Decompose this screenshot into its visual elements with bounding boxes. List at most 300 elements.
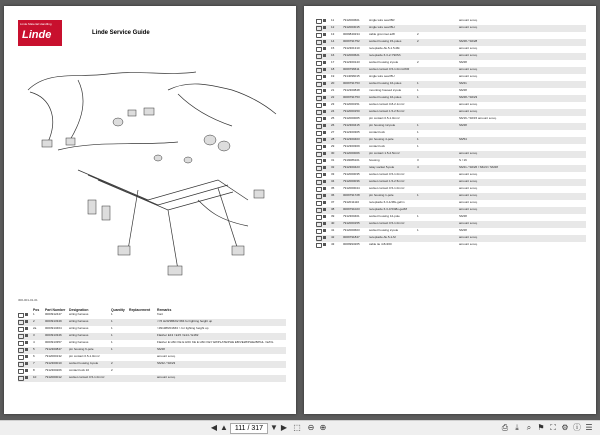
cart-cell[interactable] (18, 375, 25, 382)
part-info-icon[interactable] (25, 369, 28, 372)
info-cell[interactable] (323, 60, 330, 67)
cell-designation: single wire seal BU (369, 74, 395, 78)
cell-remarks (458, 130, 586, 137)
part-info-icon[interactable] (323, 26, 326, 29)
cart-cell[interactable] (316, 18, 323, 25)
cell-pos: 26 (330, 123, 342, 130)
cell-part-number: 7912000006 (342, 151, 368, 158)
add-to-cart-icon[interactable] (316, 33, 322, 38)
cell-replacement (430, 158, 458, 165)
table-row (316, 18, 586, 25)
cell-designation: wiring harness (69, 340, 89, 344)
add-to-cart-icon[interactable] (316, 61, 322, 66)
table-row (18, 375, 286, 382)
cart-cell[interactable] (316, 67, 323, 74)
info-cell[interactable] (323, 81, 330, 88)
cell-pos: 2 (32, 319, 44, 326)
info-cell[interactable] (323, 242, 330, 249)
cart-cell[interactable] (316, 39, 323, 46)
cart-cell[interactable] (316, 102, 323, 109)
part-info-icon[interactable] (323, 89, 326, 92)
part-info-icon[interactable] (323, 40, 326, 43)
part-info-icon[interactable] (323, 222, 326, 225)
cart-cell[interactable] (316, 235, 323, 242)
add-to-cart-icon[interactable] (316, 131, 322, 136)
add-to-cart-icon[interactable] (18, 376, 24, 381)
info-cell[interactable] (25, 312, 32, 319)
cell-replacement (128, 326, 156, 333)
table-row (316, 235, 586, 242)
add-to-cart-icon[interactable] (316, 117, 322, 122)
cell-pos: 16 (330, 53, 342, 60)
cart-cell[interactable] (316, 60, 323, 67)
add-to-cart-icon[interactable] (316, 110, 322, 115)
add-to-cart-icon[interactable] (18, 334, 24, 339)
cart-cell[interactable] (18, 361, 25, 368)
info-cell[interactable] (25, 319, 32, 326)
cart-cell[interactable] (316, 81, 323, 88)
settings-icon[interactable]: ⚙ (561, 423, 569, 432)
zoom-out-icon[interactable]: ⊖ (307, 423, 315, 432)
add-to-cart-icon[interactable] (316, 26, 322, 31)
cell-pos: 8 (33, 368, 35, 372)
part-info-icon[interactable] (323, 243, 326, 246)
add-to-cart-icon[interactable] (18, 320, 24, 325)
add-to-cart-icon[interactable] (316, 103, 322, 108)
info-cell[interactable] (323, 95, 330, 102)
add-to-cart-icon[interactable] (316, 194, 322, 199)
cell-part-number: 7912000621 (342, 53, 368, 60)
part-info-icon[interactable] (323, 166, 326, 169)
info-cell[interactable] (323, 228, 330, 235)
table-row (316, 214, 586, 221)
cell-part-number: 7912300143 (343, 60, 360, 64)
part-info-icon[interactable] (323, 180, 326, 183)
info-cell[interactable] (323, 74, 330, 81)
add-to-cart-icon[interactable] (18, 327, 24, 332)
cell-quantity (416, 151, 430, 158)
part-info-icon[interactable] (323, 131, 326, 134)
page-up-icon[interactable]: ▲ (220, 423, 228, 432)
cell-designation: pin contact 0.5-1.0mm² (69, 354, 100, 358)
info-cell[interactable] (323, 186, 330, 193)
cell-quantity (110, 375, 128, 382)
cell-remarks: S6/28 / S6/28 (458, 39, 586, 46)
cell-remarks: amount a.req. (458, 221, 586, 228)
cart-cell[interactable] (316, 25, 323, 32)
cell-part-number: 7912000005 (343, 116, 360, 120)
logo-tagline: Linde Material Handling (20, 22, 52, 26)
part-info-icon[interactable] (25, 348, 28, 351)
cell-remarks: amount a.req. (458, 151, 586, 158)
cell-pos: 2a (33, 326, 37, 330)
cell-part-number: 0009791752 (342, 39, 368, 46)
part-info-icon[interactable] (323, 68, 326, 71)
add-to-cart-icon[interactable] (316, 145, 322, 150)
add-to-cart-icon[interactable] (316, 89, 322, 94)
cell-replacement (430, 207, 458, 214)
add-to-cart-icon[interactable] (316, 152, 322, 157)
info-cell[interactable] (323, 235, 330, 242)
cell-remarks: amount a.req. (157, 354, 176, 358)
add-to-cart-icon[interactable] (316, 173, 322, 178)
cell-replacement (430, 130, 458, 137)
next-page-icon[interactable]: ▶ (280, 423, 288, 432)
part-info-icon[interactable] (323, 33, 326, 36)
cell-pos: 7 (32, 361, 44, 368)
part-info-icon[interactable] (323, 152, 326, 155)
info-cell[interactable] (323, 46, 330, 53)
info-cell[interactable] (323, 116, 330, 123)
add-to-cart-icon[interactable] (18, 369, 24, 374)
part-info-icon[interactable] (25, 320, 28, 323)
info-cell[interactable] (25, 326, 32, 333)
info-cell[interactable] (25, 340, 32, 347)
part-info-icon[interactable] (323, 215, 326, 218)
info-cell[interactable] (323, 39, 330, 46)
info-cell[interactable] (323, 200, 330, 207)
cell-pos: 35 (331, 186, 335, 190)
cell-replacement (430, 137, 458, 144)
cell-pos: 5 (32, 347, 44, 354)
part-info-icon[interactable] (323, 194, 326, 197)
info-cell[interactable] (323, 25, 330, 32)
cart-cell[interactable] (316, 53, 323, 60)
cart-cell[interactable] (316, 46, 323, 53)
info-cell[interactable] (25, 361, 32, 368)
part-info-icon[interactable] (25, 327, 28, 330)
cell-replacement (430, 74, 458, 81)
cart-cell[interactable] (316, 172, 323, 179)
cell-quantity (416, 207, 430, 214)
add-to-cart-icon[interactable] (316, 40, 322, 45)
cart-cell[interactable] (316, 116, 323, 123)
cell-quantity: 2 (110, 361, 128, 368)
add-to-cart-icon[interactable] (316, 215, 322, 220)
cell-designation: housing (369, 158, 380, 162)
info-cell[interactable] (25, 375, 32, 382)
page-left (4, 6, 296, 414)
cell-replacement (128, 347, 156, 354)
part-info-icon[interactable] (323, 19, 326, 22)
info-cell[interactable] (323, 109, 330, 116)
cell-replacement (128, 361, 156, 368)
cell-pos: 37 (331, 200, 335, 204)
cart-cell[interactable] (316, 214, 323, 221)
cart-cell[interactable] (18, 326, 25, 333)
cell-remarks: S6/28 (459, 228, 467, 232)
info-cell[interactable] (323, 221, 330, 228)
add-to-cart-icon[interactable] (316, 75, 322, 80)
part-info-icon[interactable] (25, 362, 28, 365)
part-info-icon[interactable] (323, 103, 326, 106)
cell-pos: 40 (330, 221, 342, 228)
part-info-icon[interactable] (323, 236, 326, 239)
cell-replacement (430, 221, 458, 228)
cell-replacement (430, 200, 458, 207)
cell-quantity: 1 (416, 193, 430, 200)
guide-title: Linde Service Guide (92, 30, 150, 36)
info-cell[interactable] (323, 158, 330, 165)
cart-cell[interactable] (316, 186, 323, 193)
cell-part-number: 7912003015 (342, 25, 368, 32)
cell-pos: 29 (331, 144, 335, 148)
cell-designation: socket housing 15-poles (368, 39, 416, 46)
cart-cell[interactable] (316, 221, 323, 228)
cell-designation: receptacle Ak.5-1.5-Mk (369, 46, 400, 50)
info-cell[interactable] (25, 347, 32, 354)
part-info-icon[interactable] (323, 47, 326, 50)
add-to-cart-icon[interactable] (18, 348, 24, 353)
cart-cell[interactable] (316, 88, 323, 95)
cart-cell[interactable] (18, 354, 25, 361)
cart-cell[interactable] (316, 200, 323, 207)
cell-pos: 11 (331, 18, 335, 22)
cell-quantity: 1 (417, 144, 419, 148)
cell-designation: socket housing 2-pole (369, 228, 399, 232)
part-info-icon[interactable] (323, 110, 326, 113)
cell-part-number: 0003913349 (44, 319, 68, 326)
cell-replacement (430, 109, 458, 116)
cart-cell[interactable] (316, 130, 323, 137)
cart-cell[interactable] (316, 137, 323, 144)
cart-cell[interactable] (316, 207, 323, 214)
prev-page-icon[interactable]: ◀ (210, 423, 218, 432)
info-cell[interactable] (323, 151, 330, 158)
add-to-cart-icon[interactable] (316, 222, 322, 227)
part-info-icon[interactable] (323, 117, 326, 120)
add-to-cart-icon[interactable] (316, 187, 322, 192)
download-icon[interactable]: ⤓ (515, 423, 519, 432)
cart-cell[interactable] (316, 151, 323, 158)
cart-cell[interactable] (316, 165, 323, 172)
cell-designation: wiring harness (69, 326, 89, 330)
info-cell[interactable] (323, 130, 330, 137)
cell-remarks: S6/16 / S6/15 amount a.req. (459, 116, 497, 120)
info-cell[interactable] (323, 214, 330, 221)
add-to-cart-icon[interactable] (316, 47, 322, 52)
cart-cell[interactable] (316, 193, 323, 200)
info-cell[interactable] (323, 67, 330, 74)
info-cell[interactable] (323, 137, 330, 144)
add-to-cart-icon[interactable] (18, 362, 24, 367)
add-to-cart-icon[interactable] (316, 243, 322, 248)
add-to-cart-icon[interactable] (316, 19, 322, 24)
add-to-cart-icon[interactable] (316, 159, 322, 164)
cart-cell[interactable] (18, 333, 25, 340)
cell-pos: 10 (32, 375, 44, 382)
cell-part-number: 0009791753 (342, 95, 368, 102)
info-cell[interactable] (25, 354, 32, 361)
cart-cell[interactable] (18, 319, 25, 326)
cart-cell[interactable] (18, 368, 25, 375)
part-info-icon[interactable] (25, 313, 28, 316)
part-info-icon[interactable] (323, 208, 326, 211)
info-cell[interactable] (323, 53, 330, 60)
add-to-cart-icon[interactable] (316, 208, 322, 213)
cell-part-number: 0009796611 (342, 67, 368, 74)
fit-page-icon[interactable]: ⬚ (293, 423, 301, 432)
cell-replacement (430, 228, 458, 235)
cell-part-number: 7912300309 (343, 144, 360, 148)
info-cell[interactable] (323, 165, 330, 172)
col-pos: Pos (33, 308, 40, 312)
info-cell[interactable] (323, 88, 330, 95)
add-to-cart-icon[interactable] (316, 82, 322, 87)
add-to-cart-icon[interactable] (18, 341, 24, 346)
cell-pos: 33 (331, 172, 335, 176)
add-to-cart-icon[interactable] (316, 236, 322, 241)
cart-cell[interactable] (18, 347, 25, 354)
part-info-icon[interactable] (323, 229, 326, 232)
part-info-icon[interactable] (25, 341, 28, 344)
table-row (316, 179, 586, 186)
part-info-icon[interactable] (323, 54, 326, 57)
info-cell[interactable] (323, 172, 330, 179)
part-info-icon[interactable] (323, 138, 326, 141)
cell-replacement (430, 32, 458, 39)
cart-cell[interactable] (316, 242, 323, 249)
table-row (316, 137, 586, 144)
cell-quantity (416, 172, 430, 179)
part-info-icon[interactable] (323, 82, 326, 85)
cell-replacement (430, 116, 458, 123)
info-cell[interactable] (25, 333, 32, 340)
cell-quantity: 2 (111, 368, 113, 372)
table-row (316, 67, 586, 74)
part-info-icon[interactable] (323, 124, 326, 127)
add-to-cart-icon[interactable] (316, 54, 322, 59)
info-cell[interactable] (323, 102, 330, 109)
cell-designation: wiring harness (68, 319, 110, 326)
info-cell[interactable] (323, 144, 330, 151)
info-cell[interactable] (323, 179, 330, 186)
part-info-icon[interactable] (323, 145, 326, 148)
info-cell[interactable] (323, 123, 330, 130)
cart-cell[interactable] (316, 158, 323, 165)
part-info-icon[interactable] (323, 201, 326, 204)
add-to-cart-icon[interactable] (316, 124, 322, 129)
info-cell[interactable] (25, 368, 32, 375)
table-row (18, 340, 286, 347)
add-to-cart-icon[interactable] (316, 138, 322, 143)
cart-cell[interactable] (316, 123, 323, 130)
cart-cell[interactable] (316, 144, 323, 151)
part-info-icon[interactable] (323, 159, 326, 162)
cell-part-number: 0003913357 (45, 340, 62, 344)
add-to-cart-icon[interactable] (316, 68, 322, 73)
cart-cell[interactable] (316, 95, 323, 102)
table-row (316, 207, 586, 214)
cell-quantity: 1 (416, 95, 430, 102)
part-info-icon[interactable] (25, 376, 28, 379)
cart-cell[interactable] (316, 228, 323, 235)
fullscreen-icon[interactable]: ⛶ (550, 423, 556, 432)
part-info-icon[interactable] (25, 355, 28, 358)
info-cell[interactable] (323, 207, 330, 214)
cell-part-number: 7912300848 (343, 88, 360, 92)
table-row (316, 95, 586, 102)
add-to-cart-icon[interactable] (316, 166, 322, 171)
cell-replacement (128, 354, 156, 361)
cell-designation: socket contact 0.5-1.0mm²/KR (368, 67, 416, 74)
cell-replacement (430, 186, 458, 193)
cell-replacement (430, 53, 458, 60)
cart-cell[interactable] (316, 109, 323, 116)
cell-designation: socket contact 0.8-2.1mm² (369, 102, 405, 106)
col-designation: Designation (69, 308, 89, 312)
bookmark-icon[interactable]: ⚑ (537, 423, 545, 432)
cart-cell[interactable] (316, 74, 323, 81)
cell-quantity: 1 (416, 81, 430, 88)
info-cell[interactable] (323, 193, 330, 200)
info-icon[interactable]: ⓘ (573, 423, 581, 432)
cell-replacement (128, 333, 156, 340)
cart-cell[interactable] (18, 312, 25, 319)
cell-designation: socket contact 1.5-2.5mm² (368, 179, 416, 186)
add-to-cart-icon[interactable] (18, 313, 24, 318)
add-to-cart-icon[interactable] (316, 96, 322, 101)
cell-replacement (128, 340, 156, 347)
print-icon[interactable]: ⎙ (501, 423, 509, 432)
cart-cell[interactable] (316, 32, 323, 39)
part-info-icon[interactable] (323, 187, 326, 190)
part-info-icon[interactable] (323, 173, 326, 176)
cell-pos: 22 (330, 95, 342, 102)
part-info-icon[interactable] (323, 96, 326, 99)
cell-designation: contact lock (369, 130, 385, 134)
page-down-icon[interactable]: ▼ (270, 423, 278, 432)
cell-designation: contact lock 10 (69, 368, 90, 372)
add-to-cart-icon[interactable] (316, 229, 322, 234)
cell-remarks: amount a.req. (459, 74, 478, 78)
page-number-input[interactable]: 111 / 317 (230, 423, 268, 434)
zoom-in-icon[interactable]: ⊕ (319, 423, 327, 432)
cell-quantity: 1 (417, 214, 419, 218)
cell-remarks: amount a.req. (459, 46, 478, 50)
page-right (304, 6, 596, 414)
cell-part-number: 7912000036 (342, 179, 368, 186)
cell-remarks: amount a.req. (458, 109, 586, 116)
cell-designation: socket contact 0.5-1.0mm² (369, 186, 405, 190)
cart-cell[interactable] (316, 179, 323, 186)
search-icon[interactable]: ⌕ (526, 423, 532, 432)
add-to-cart-icon[interactable] (316, 180, 322, 185)
part-info-icon[interactable] (25, 334, 28, 337)
info-cell[interactable] (323, 32, 330, 39)
table-row (316, 151, 586, 158)
info-cell[interactable] (323, 18, 330, 25)
cell-part-number: 7912300401 (343, 214, 360, 218)
add-to-cart-icon[interactable] (18, 355, 24, 360)
cell-replacement (128, 368, 156, 375)
menu-icon[interactable]: ☰ (585, 423, 593, 432)
cell-part-number: 7912300010 (44, 361, 68, 368)
col-part-number: Part Number (45, 308, 66, 312)
cell-quantity (416, 116, 430, 123)
cell-remarks: S6/22 / S6/23 (156, 361, 286, 368)
cell-pos: 42 (330, 235, 342, 242)
add-to-cart-icon[interactable] (316, 201, 322, 206)
cell-designation: pin housing 1-pole (368, 193, 416, 200)
part-info-icon[interactable] (323, 61, 326, 64)
cell-part-number: 7912000601 (343, 18, 360, 22)
cell-pos: 31 (331, 158, 335, 162)
cell-designation: pin housing 6-pole (68, 347, 110, 354)
cart-cell[interactable] (18, 340, 25, 347)
cell-pos: 14 (330, 39, 342, 46)
part-info-icon[interactable] (323, 75, 326, 78)
